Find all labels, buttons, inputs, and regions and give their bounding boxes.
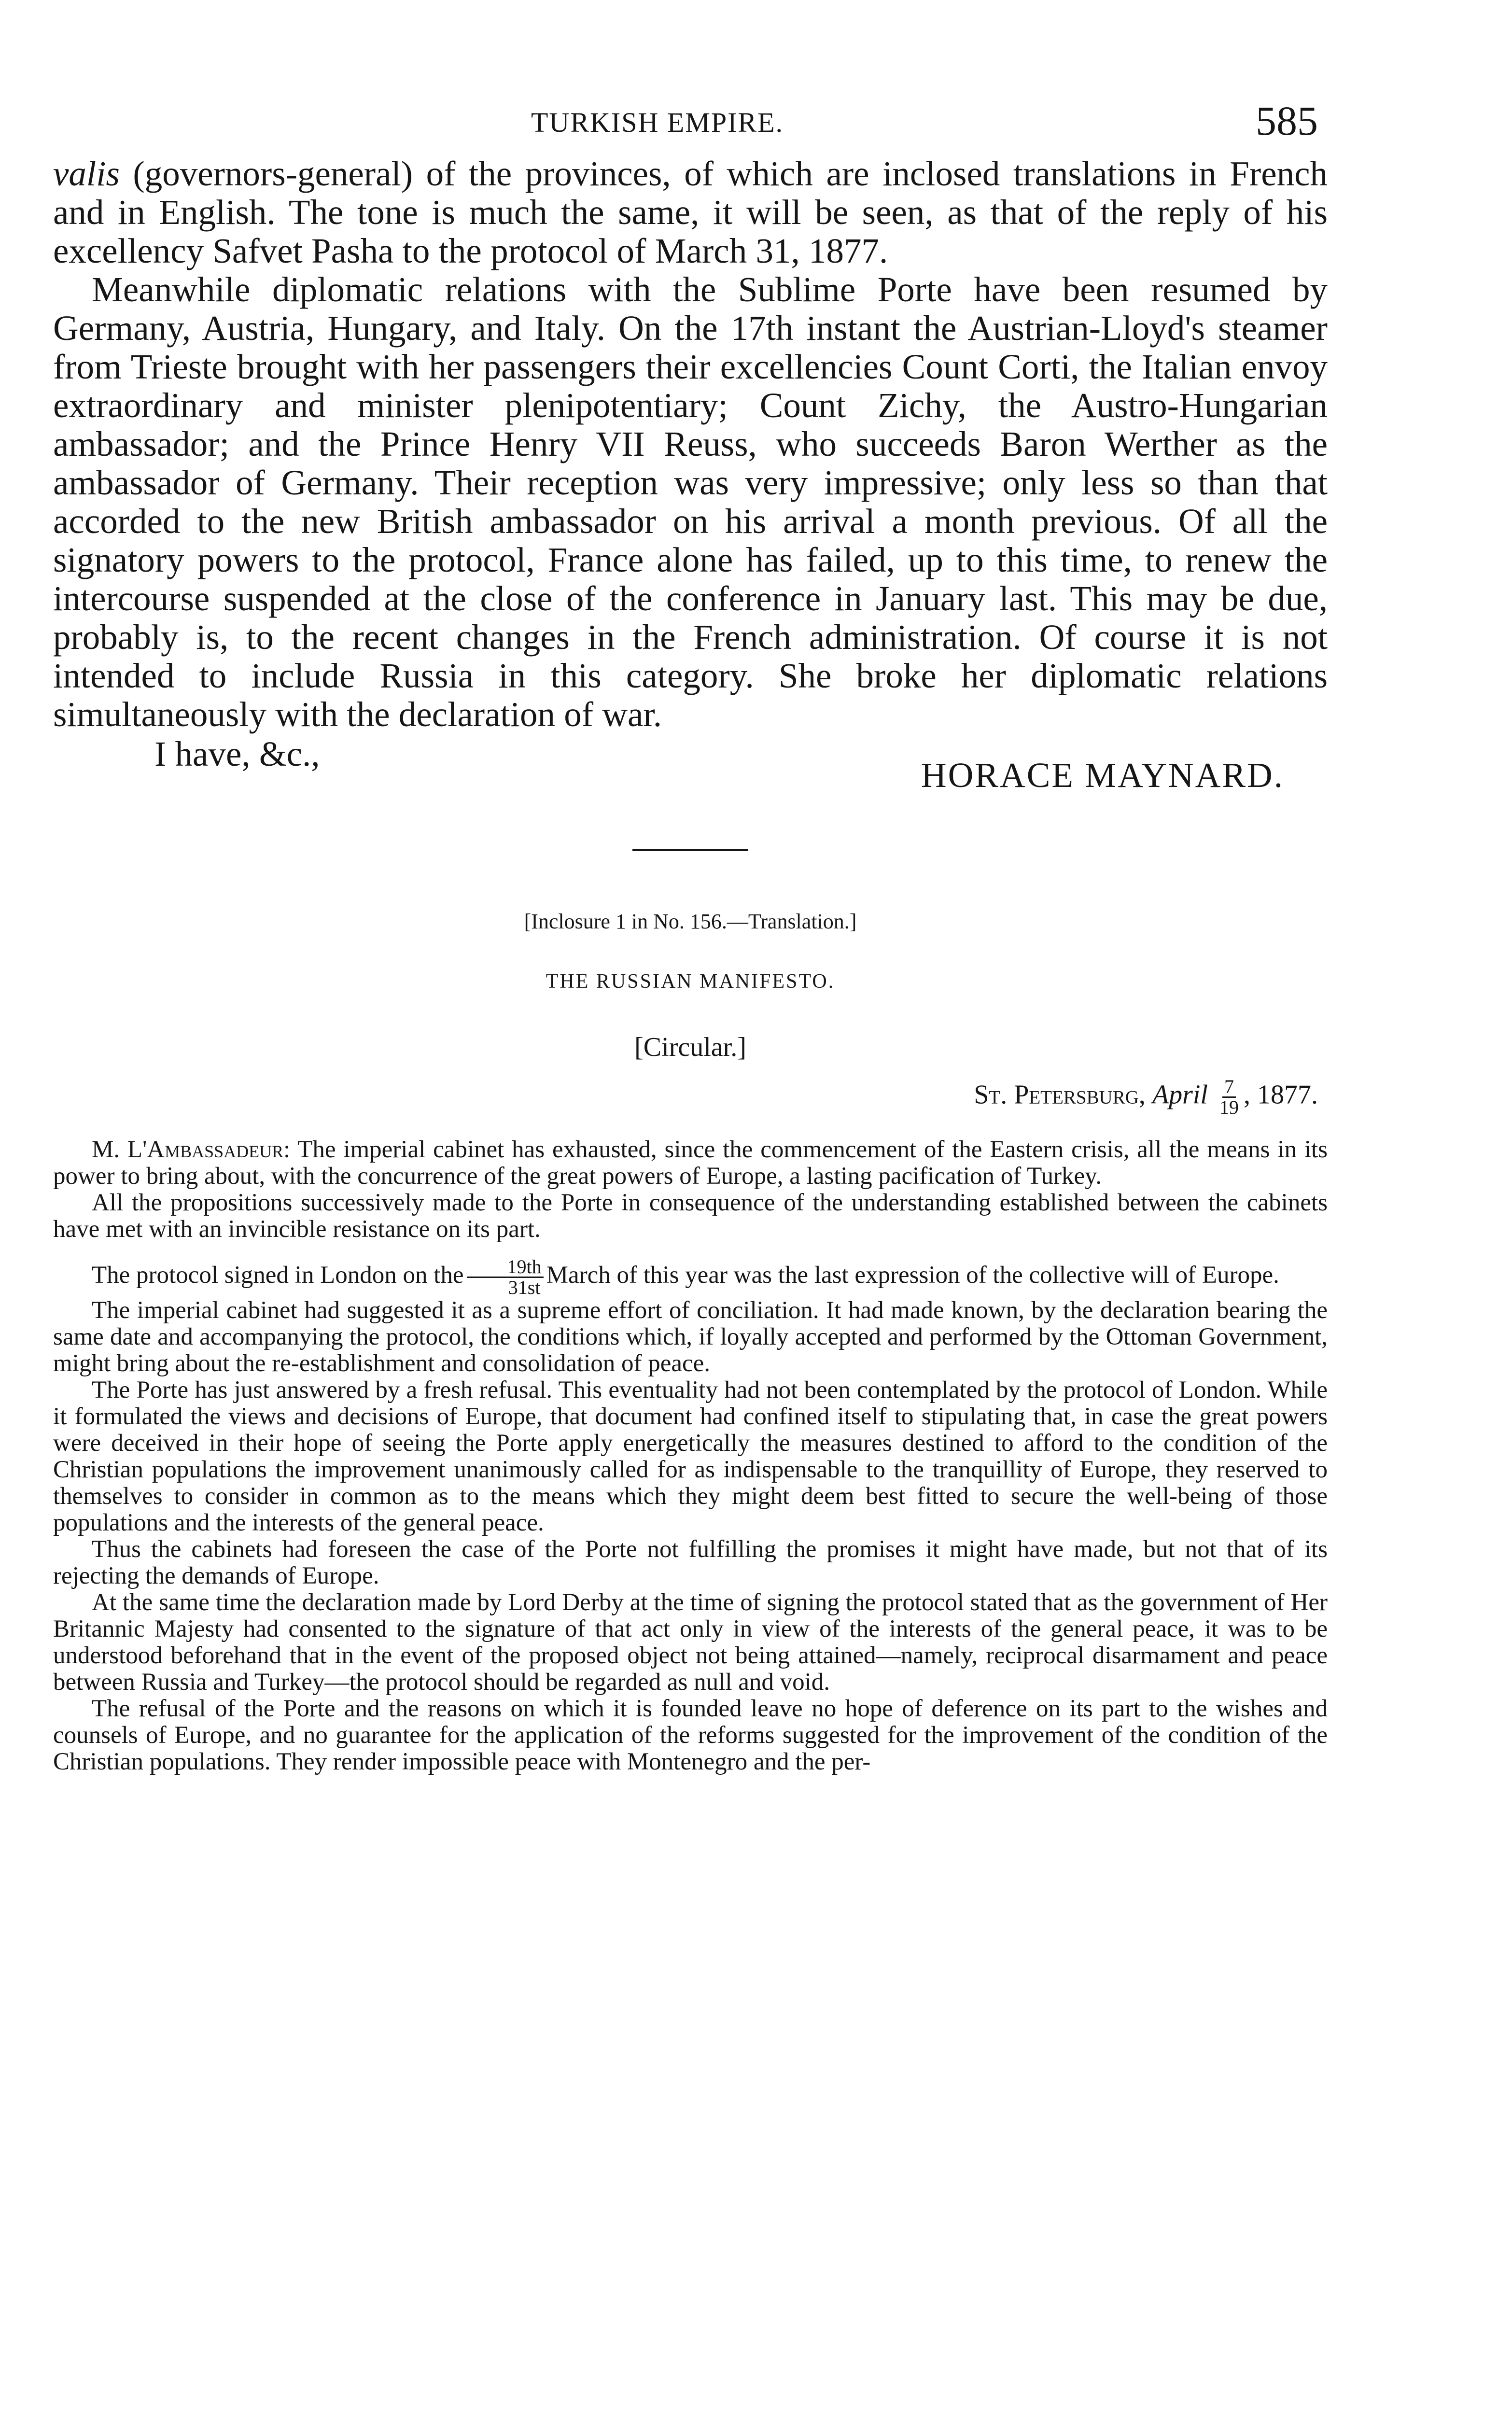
manifesto-paragraph-8: The refusal of the Porte and the reasons on which it is founded leave no hope of deference on its part to the wishes and counsels of Europe, and no guarantee for the application of the reforms suggested for the improvement of the condition of the Christian populations. They render impossible peace with Montenegro and the per- bbox=[53, 1695, 1328, 1775]
dateline-year: , 1877. bbox=[1244, 1080, 1318, 1110]
manifesto-title: THE RUSSIAN MANIFESTO. bbox=[546, 970, 835, 993]
page-number: 585 bbox=[1256, 98, 1318, 144]
dateline-place: St. Petersburg, bbox=[974, 1080, 1146, 1110]
manifesto-paragraph-2: All the propositions successively made to the Porte in consequence of the understanding established between the cabinets have met with an invincible resistance on its part. bbox=[53, 1189, 1328, 1243]
letter-closing: I have, &c., bbox=[154, 734, 320, 773]
letter-paragraph-1-text: (governors-general) of the provinces, of which are inclosed translations in French and in English. The tone is much the same, it will be seen, as that of the reply of his excellency Safvet Pasha to the protocol of March 31, 1877. bbox=[53, 154, 1328, 270]
manifesto-paragraph-1 bbox=[53, 1137, 1328, 1190]
date-fraction-denominator: 31st bbox=[508, 1277, 541, 1298]
manifesto-paragraph-1-text: : The imperial cabinet has exhausted, since the commencement of the Eastern crisis, all the means in its power to bring about, with the concurrence of the great powers of Europe, a lasting pacification of Turkey. bbox=[53, 1136, 1328, 1190]
running-title: TURKISH EMPIRE. bbox=[531, 107, 784, 138]
manifesto-paragraph-6: Thus the cabinets had foreseen the case of the Porte not fulfilling the promises it might have made, but not that of its rejecting the demands of Europe. bbox=[53, 1536, 1328, 1589]
date-fraction bbox=[467, 1257, 544, 1297]
date-fraction-numerator: 19th bbox=[467, 1257, 544, 1278]
italic-word: valis bbox=[53, 154, 120, 193]
manifesto-paragraph-3 bbox=[53, 1257, 1328, 1297]
dateline bbox=[53, 1077, 1318, 1117]
dateline-fraction-numerator: 7 bbox=[1222, 1077, 1236, 1098]
letter-paragraph-2-text: Meanwhile diplomatic relations with the Sublime Porte have been resumed by Germany, Austria, Hungary, and Italy. On the 17th instant the Austrian-Lloyd's steamer from Trieste brought with her passengers their excellencies Count Corti, the Italian envoy extraordinary and minister plenipotentiary; Count Zichy, the Austro-Hungarian ambassador; and the Prince Henry VII Reuss, who succeeds Baron Werther as the ambassador of Germany. Their reception was very impressive; only less so than that accorded to the new British ambassador on his arrival a month previous. Of all the signatory powers to the protocol, France alone has failed, up to this time, to renew the intercourse suspended at the close of the conference in January last. This may be due, probably is, to the recent changes in the French administration. Of course it is not intended to include Russia in this category. She broke her diplomatic relations simultaneously with the declaration of war. bbox=[53, 270, 1328, 734]
manifesto-paragraph-7: At the same time the declaration made by Lord Derby at the time of signing the protocol stated that as the government of Her Britannic Majesty had consented to the signature of that act only in view of the interests of the general peace, it was to be understood beforehand that in the event of the proposed object not being attained—namely, reciprocal disarmament and peace between Russia and Turkey—the protocol should be regarded as null and void. bbox=[53, 1589, 1328, 1696]
letter-paragraph-1 bbox=[53, 154, 1328, 270]
dateline-fraction-denominator: 19 bbox=[1219, 1096, 1239, 1118]
dateline-fraction bbox=[1218, 1077, 1241, 1117]
manifesto-paragraph-3-after: March of this year was the last expression of the collective will of Europe. bbox=[546, 1262, 1279, 1289]
manifesto-paragraph-5: The Porte has just answered by a fresh refusal. This eventuality had not been contemplated by the protocol of London. While it formulated the views and decisions of Europe, that document had confined itself to stipulating that, in case the great powers were deceived in their hope of seeing the Porte apply energetically the measures destined to afford to the condition of the Christian populations the improvement unanimously called for as indispensable to the tranquillity of Europe, they reserved to themselves to consider in common as to the means which they might deem best fitted to secure the well-being of those populations and the interests of the general peace. bbox=[53, 1376, 1328, 1536]
manifesto-paragraph-4: The imperial cabinet had suggested it as a supreme effort of conciliation. It had made known, by the declaration bearing the same date and accompanying the protocol, the conditions which, if loyally accepted and performed by the Ottoman Government, might bring about the re-establishment and consolidation of peace. bbox=[53, 1297, 1328, 1377]
document-page bbox=[53, 97, 1328, 1775]
letter-signature: HORACE MAYNARD. bbox=[921, 756, 1284, 795]
circular-label: [Circular.] bbox=[634, 1032, 746, 1062]
inclosure-note: [Inclosure 1 in No. 156.—Translation.] bbox=[524, 910, 857, 933]
section-divider bbox=[632, 849, 748, 851]
dateline-month: April bbox=[1152, 1080, 1208, 1110]
letter-paragraph-2 bbox=[53, 270, 1328, 734]
page-header bbox=[53, 97, 1328, 154]
salutation: M. L'Ambassadeur bbox=[92, 1136, 284, 1163]
manifesto-paragraph-3-before: The protocol signed in London on the bbox=[92, 1262, 464, 1289]
